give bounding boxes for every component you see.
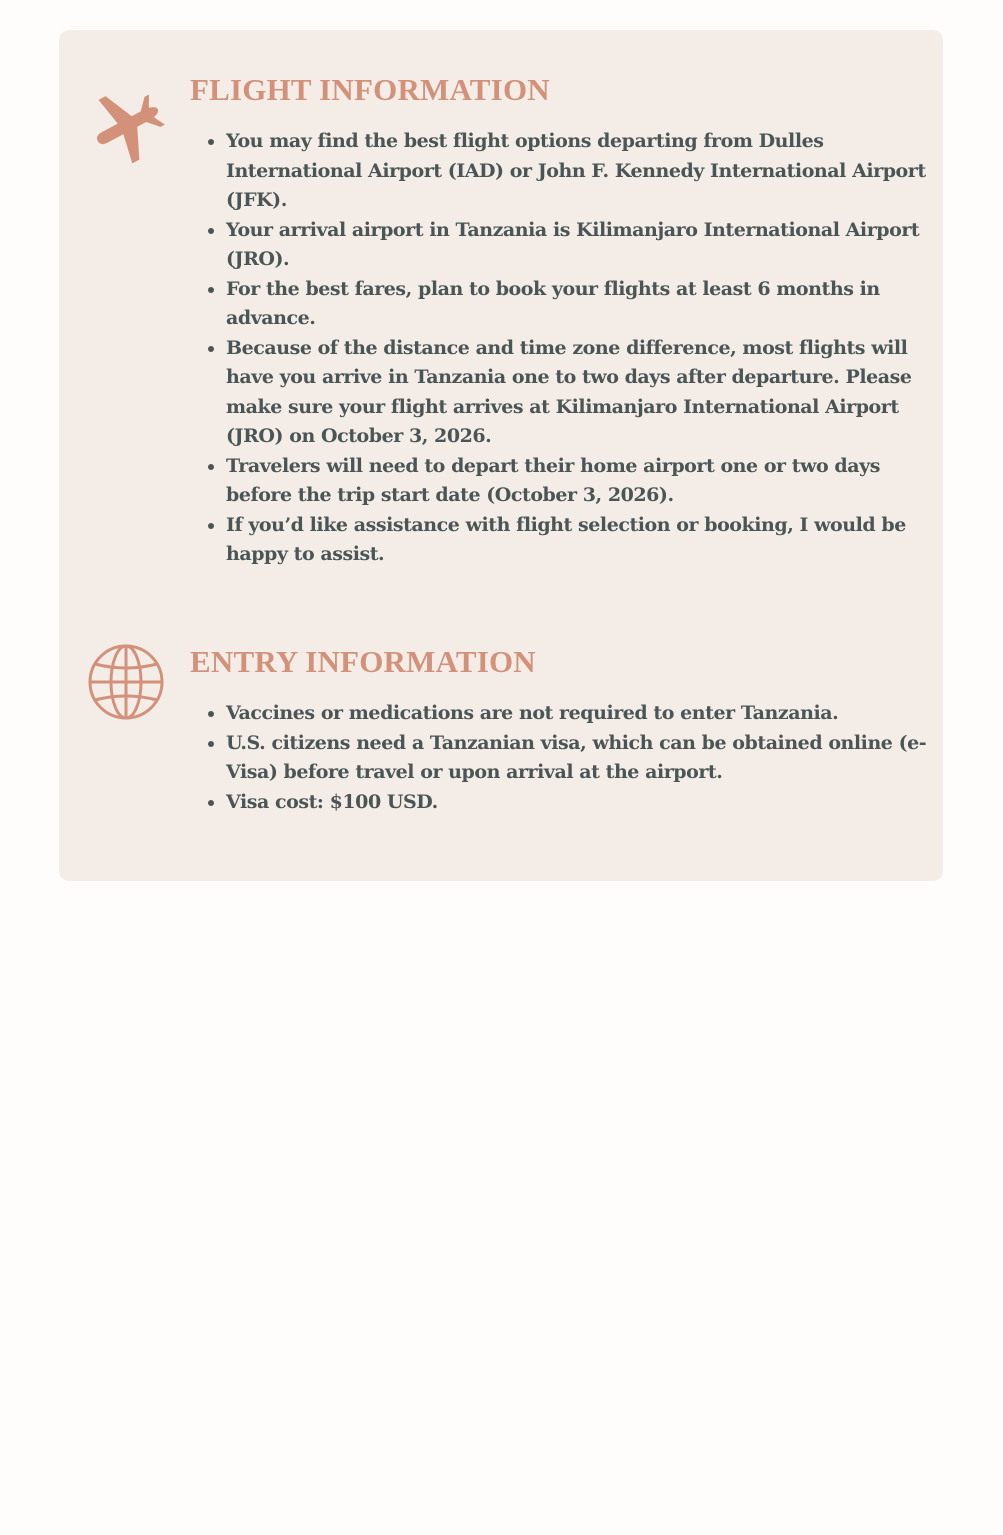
info-card — [59, 30, 943, 881]
airplane-icon — [86, 86, 166, 166]
list-item: • Visa cost: $100 USD. — [226, 788, 938, 818]
list-item: • Your arrival airport in Tanzania is Kilimanjaro International Airport (JRO). — [226, 216, 938, 275]
flight-information-list — [205, 127, 938, 570]
list-item: • Vaccines or medications are not required to enter Tanzania. — [226, 699, 938, 729]
list-item: • Travelers will need to depart their home airport one or two days before the trip start date (October 3, 2026). — [226, 452, 938, 511]
list-item: • For the best fares, plan to book your flights at least 6 months in advance. — [226, 275, 938, 334]
flight-information-heading: FLIGHT INFORMATION — [190, 72, 550, 107]
entry-information-heading: ENTRY INFORMATION — [190, 644, 536, 679]
entry-information-list — [205, 699, 938, 817]
list-item: • Because of the distance and time zone difference, most flights will have you arrive in Tanzania one to two days after departure. Please make sure your flight arrives at Kilimanjaro International Airport (JRO) on October 3, 2026. — [226, 334, 938, 452]
list-item: • U.S. citizens need a Tanzanian visa, which can be obtained online (e-Visa) before travel or upon arrival at the airport. — [226, 729, 938, 788]
list-item: • You may find the best flight options departing from Dulles International Airport (IAD) or John F. Kennedy International Airport (JFK). — [226, 127, 938, 216]
globe-icon — [86, 642, 166, 722]
list-item: • If you’d like assistance with flight selection or booking, I would be happy to assist. — [226, 511, 938, 570]
